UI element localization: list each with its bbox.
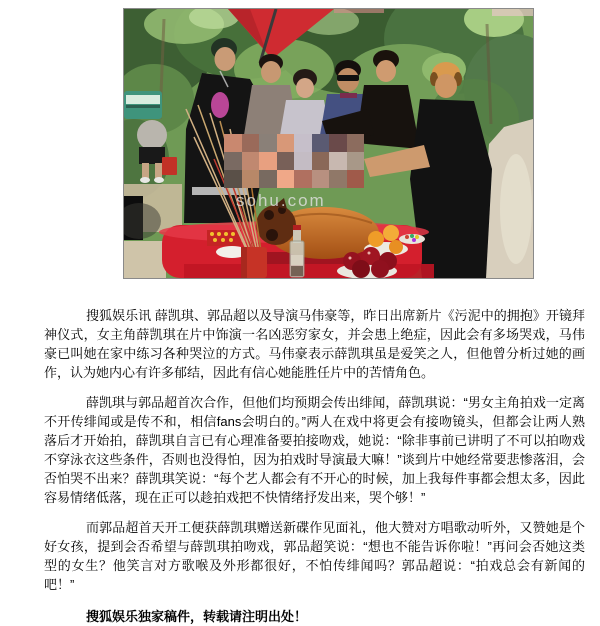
article-paragraph-3: 而郭品超首天开工便获薛凯琪赠送新碟作见面礼，他大赞对方唱歌动听外，又赞她是个好女孩，提到会否希望与薛凯琪拍吻戏，郭品超笑说：“想也不能告诉你啦！”再问会否她这类型的女生？他笑言对方歌喉及外形都很好，不怕传绯闻吗？郭品超说：“拍戏总会有新闻的吧！” bbox=[44, 520, 585, 592]
article-photo bbox=[123, 8, 534, 279]
sohu-watermark: sohu.com bbox=[236, 191, 326, 210]
article-paragraph-2: 薛凯琪与郭品超首次合作，但他们均预期会传出绯闻，薛凯琪说：“男女主角拍戏一定离不开传绯闻或是传不和，相信fans会明白的。”两人在戏中将更会有接吻镜头，但都会让两人熟落后才开始拍，薛凯琪自言已有心理准备要拍接吻戏，她说：“除非事前已讲明了不可以拍吻戏不穿泳衣这些条件，否则也没得怕，因为拍戏时导演最大嘛！”谈到片中她经常要悲惨落泪，会否怕哭不出来？薛凯琪笑说：“每个艺人都会有不开心的时候，加上我每件事都会想太多，因此容易情绪低落，现在正可以趁拍戏把不快情绪抒发出来，哭个够！” bbox=[44, 395, 585, 505]
minibus bbox=[124, 91, 162, 119]
article-paragraph-1: 搜狐娱乐讯 薛凯琪、郭品超以及导演马伟豪等，昨日出席新片《污泥中的拥抱》开镜拜神仪式，女主角薛凯琪在片中饰演一名凶恶穷家女，并会患上绝症，因此会有多场哭戏，马伟豪已叫她在家中练习各种哭泣的方式。马伟豪表示薛凯琪虽是爱笑之人，但他曾分析过她的画作，认为她内心有许多郁结，因此有信心她能胜任片中的苦情角色。 bbox=[44, 308, 585, 380]
mosaic-overlay bbox=[224, 134, 364, 188]
article-body bbox=[44, 306, 585, 626]
copyright-notice: 搜狐娱乐独家稿件，转载请注明出处！ bbox=[86, 609, 308, 624]
